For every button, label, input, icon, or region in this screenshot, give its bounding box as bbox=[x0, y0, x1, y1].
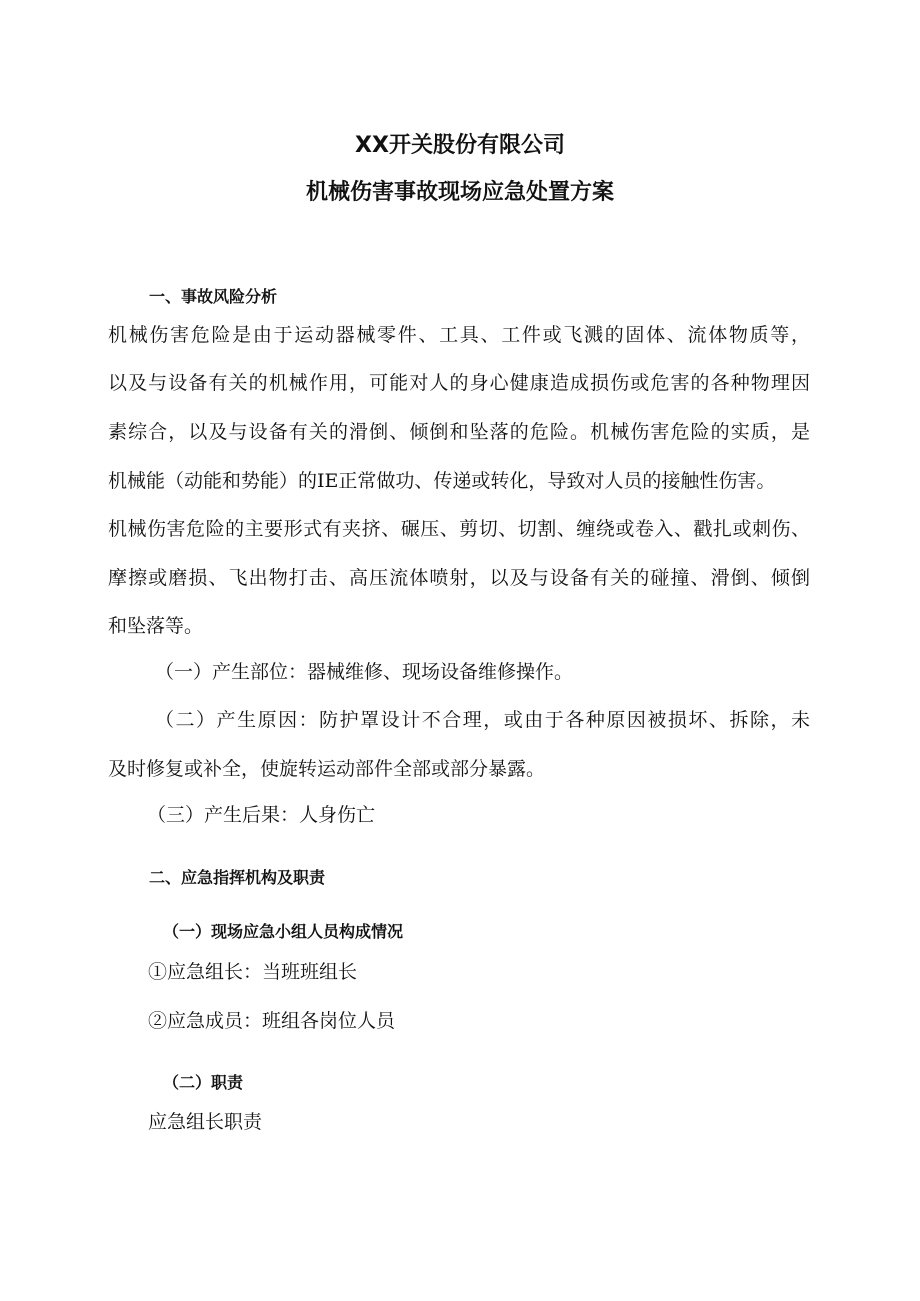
team-leader-line: ①应急组长：当班班组长 bbox=[148, 961, 358, 983]
section-heading-command-structure: 二、应急指挥机构及职责 bbox=[149, 868, 326, 887]
company-title: XX开关股份有限公司 bbox=[355, 133, 565, 158]
paragraph-line: 机械伤害危险是由于运动器械零件、工具、工件或飞溅的固体、流体物质等， bbox=[108, 324, 810, 346]
risk-item-cause: （二）产生原因：防护罩设计不合理，或由于各种原因被损坏、拆除，未 bbox=[155, 709, 810, 731]
paragraph-line: 机械伤害危险的主要形式有夹挤、碾压、剪切、切割、缠绕或卷入、戳扎或刺伤、 bbox=[108, 518, 810, 540]
paragraph-line: 素综合，以及与设备有关的滑倒、倾倒和坠落的危险。机械伤害危险的实质，是 bbox=[108, 421, 810, 443]
risk-item-location: （一）产生部位：器械维修、现场设备维修操作。 bbox=[155, 661, 574, 683]
leader-duty-heading: 应急组长职责 bbox=[148, 1111, 263, 1133]
subsection-heading-team-composition: （一）现场应急小组人员构成情况 bbox=[163, 922, 404, 941]
section-heading-risk-analysis: 一、事故风险分析 bbox=[149, 287, 278, 306]
paragraph-line: 和坠落等。 bbox=[108, 615, 204, 637]
risk-item-cause-continued: 及时修复或补全，使旋转运动部件全部或部分暴露。 bbox=[108, 758, 546, 780]
plan-title: 机械伤害事故现场应急处置方案 bbox=[305, 180, 614, 205]
paragraph-line: 以及与设备有关的机械作用，可能对人的身心健康造成损伤或危害的各种物理因 bbox=[108, 372, 810, 394]
subsection-heading-duties: （二）职责 bbox=[163, 1073, 244, 1092]
paragraph-line: 机械能（动能和势能）的IE正常做功、传递或转化，导致对人员的接触性伤害。 bbox=[108, 470, 776, 492]
paragraph-line: 摩擦或磨损、飞出物打击、高压流体喷射，以及与设备有关的碰撞、滑倒、倾倒 bbox=[108, 567, 810, 589]
team-members-line: ②应急成员：班组各岗位人员 bbox=[148, 1010, 396, 1032]
risk-item-consequence: （三）产生后果：人身伤亡 bbox=[147, 804, 376, 826]
